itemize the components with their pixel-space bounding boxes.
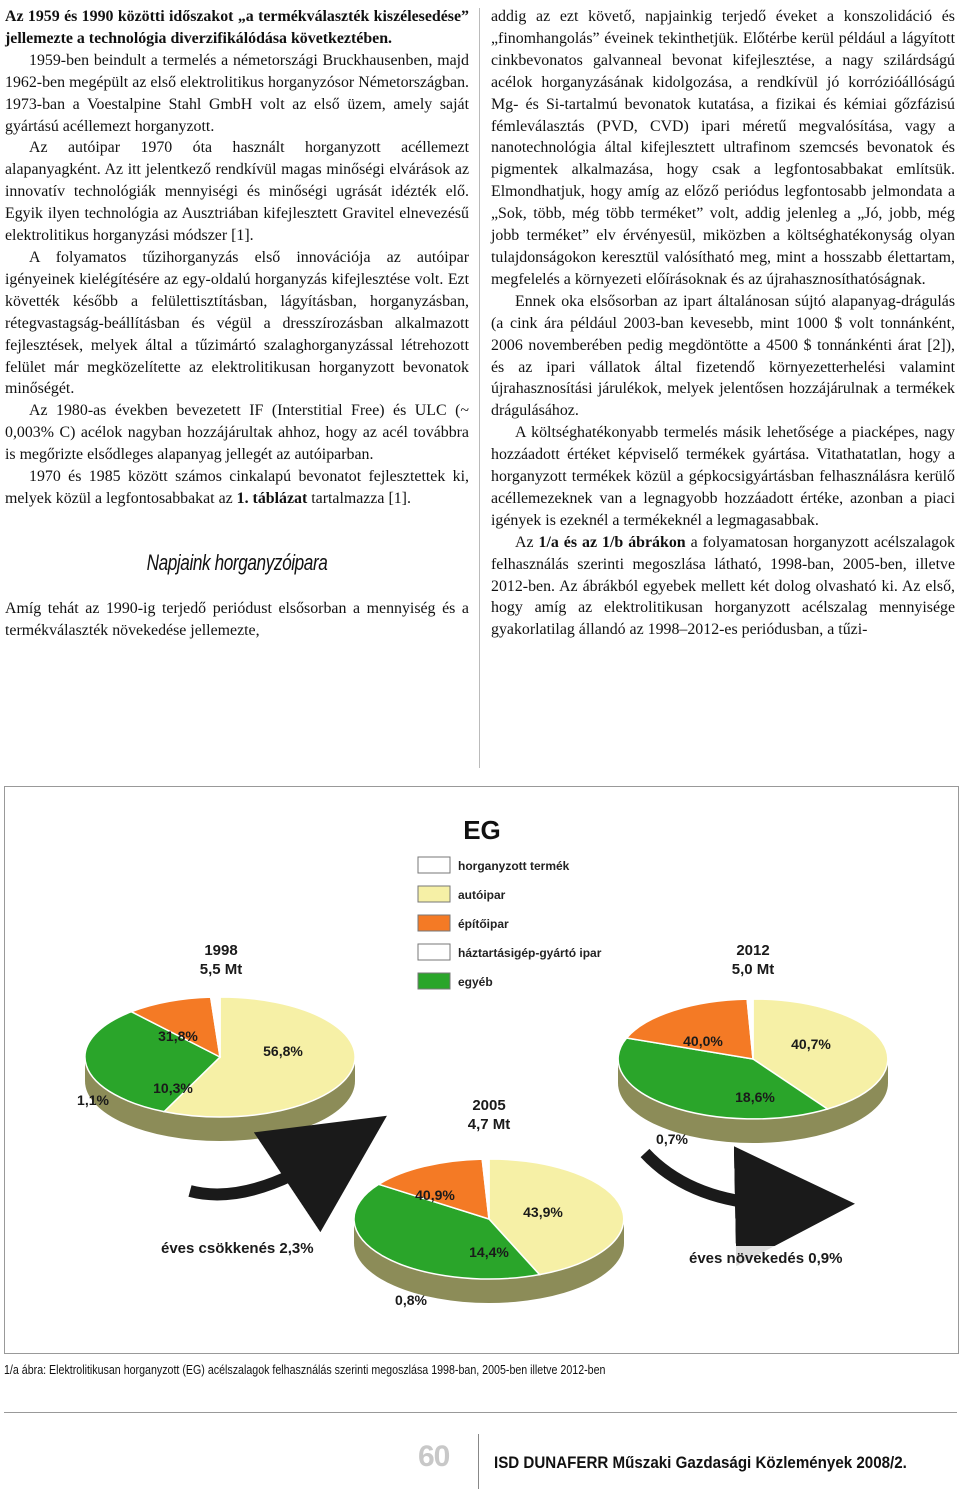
pie-2012-label-haztartasigep: 0,7% (656, 1131, 688, 1147)
paragraph: addig az ezt követő, napjainkig terjedő éveket a konszolidáció és „finomhangolás” éveinek tekinthetjük. Előtérbe kerül például a lágyított cinkbevonatos galvanneal bevonat kifejlesztése, a nagy szilárdságú acélok horganyzásának kidolgozása, a rendkívül jó korrózióállóságú Mg- és Si-tartalmú bevonatok kutatása, a fizikai és kémiai gőzfázisú fémleválasztás (PVD, CVD) ipari méretű megvalósítása, vagy a nanotechnológia által kifejlesztett ultrafinom szemcsés bevonatok és pigmentek alkalmazása, hogy csak a legfontosabbakat említsük. Elmondhatjuk, hogy amíg az előző periódus legfontosabb jelmondata a „Sok, több, még több terméket” volt, addig jelenleg a „Jó, jobb, még jobb terméket” elv érvényesül, miközben a költséghatékonyság olyan tulajdonságokon keresztül valósítható meg, mint a hosszabb élettartam, megfelelés a környezeti előírásoknak és az újrahasznosíthatóságnak. (491, 8, 955, 288)
legend-swatch (418, 915, 450, 931)
figure (4, 786, 959, 1354)
pie-2012-label-egyeb: 40,0% (683, 1033, 723, 1049)
paragraph-text: tartalmazza [1]. (307, 489, 411, 507)
pie-2005-label-autoipar: 43,9% (523, 1204, 563, 1220)
figure-caption: 1/a ábra: Elektrolitikusan horganyzott (EG) acélszalagok felhasználás szerinti megoszlása 1998-ban, 2005-ben illetve 2012-ben (4, 1362, 606, 1377)
pie-1998-label-haztartasigep: 1,1% (77, 1092, 109, 1108)
pie-1998-amount: 5,5 Mt (199, 961, 243, 978)
pie-2012-label-epitoipar: 18,6% (735, 1089, 775, 1105)
footer-rule (4, 1412, 957, 1413)
pie-2012-label-autoipar: 40,7% (791, 1036, 831, 1052)
legend-swatch (418, 944, 450, 960)
legend-label: autóipar (458, 888, 506, 902)
paragraph-text: a folyamatosan horganyzott acélszalagok felhasználás szerinti megoszlása látható, 1998-ban, 2005-ben, illetve 2012-ben. Az ábrákból egyebek mellett két dolog olvasható ki. Az első, hogy amíg az elektrolitikusan horganyzott acélszalag mennyisége gyakorlatilag állandó az 1998–2012-es periódusban, a tűzi- (491, 533, 955, 639)
pie-1998-label-epitoipar: 10,3% (153, 1080, 193, 1096)
paragraph: 1959-ben beindult a termelés a németországi Bruckhausenben, majd 1962-ben megépült az első elektrolitikus horganyzósor Németországban. 1973-ban a Voestalpine Stahl GmbH volt az első üzem, amely saját gyártású acéllemezt horganyzott. (5, 51, 469, 135)
pie-1998-year: 1998 (204, 942, 238, 959)
legend-label: építőipar (458, 917, 509, 931)
pie-2005-label-egyeb: 40,9% (415, 1187, 455, 1203)
paragraph (491, 532, 955, 642)
pie-2005-label-epitoipar: 14,4% (469, 1244, 509, 1260)
legend-swatch (418, 973, 450, 989)
footer-divider (478, 1434, 479, 1489)
increase-arrow (645, 1153, 795, 1205)
paragraph: Ennek oka elsősorban az ipart általánosan sújtó alapanyag-drágulás (a cink ára például 2003-ban kevesebb, mint 1000 $ volt tonnánként, 2006 novemberében pedig megdöntötte a 4500 $ tonnánkénti árat [2]), és az ipari vállatok által fizetendő környezetterhelési valamint újrahasznosítási járulékok, melyek jelentősen hozzájárulnak a termékek drágulásához. (491, 292, 955, 420)
journal-title: ISD DUNAFERR Műszaki Gazdasági Közlemények 2008/2. (494, 1453, 907, 1472)
decrease-arrow (190, 1149, 337, 1194)
figure-reference: 1/a és az 1/b ábrákon (538, 533, 686, 551)
paragraph: Az autóipar 1970 óta használt horganyzott acéllemezt alapanyagként. Az itt jelentkező rendkívül magas minőségi elvárások az innovatív technológiák mennyiségi és minőségi ugrását idézték elő. Egyik ilyen technológia az Ausztriában kifejlesztett Gravitel elnevezésű elektrolitikus horganyzási módszer [1]. (5, 139, 469, 245)
intro-lead-paragraph: Az 1959 és 1990 közötti időszakot „a termékválaszték kiszélesedése” jellemezte a technológia diverzifikálódása következtében. (5, 8, 469, 47)
table-reference: 1. táblázat (236, 489, 308, 507)
paragraph: A folyamatos tűzihorganyzás első innovációja az autóipar igényeinek kielégítésére az egy-oldalú horganyzás kifejlesztése volt. Ezt követték később a felülettisztításban, lágyításban, horganyzásban, rétegvastagság-beállításban és végül a dresszírozásban alkalmazott fejlesztések, melyek által a tűzimártó szalaghorganyzással létrehozott felület már megközelítette az elektrolitikusan horganyzott bevonatok minőségét. (5, 248, 469, 398)
legend (418, 857, 602, 989)
pie-1998-label-autoipar: 56,8% (263, 1043, 303, 1059)
section-heading: Napjaink horganyzóipara (146, 549, 328, 575)
paragraph: Az 1980-as években bevezetett IF (Interstitial Free) és ULC (~ 0,003% C) acélok nagyban hozzájárultak ahhoz, hogy az acél továbbra is megőrizte elsődleges alapanyag jellegét az autóiparban. (5, 402, 469, 464)
page-number: 60 (418, 1440, 450, 1473)
pie-2005-amount: 4,7 Mt (467, 1116, 511, 1133)
increase-label: éves növekedés 0,9% (689, 1250, 843, 1267)
paragraph: A költséghatékonyabb termelés másik lehetősége a piacképes, nagy hozzáadott értéket képviselő termékek gyártása. Vitathatatlan, hogy a horganyzott termékek közül a gépkocsigyártásban felhasználásra kerülő acéllemezeknek van a legnagyobb hozzáadott értéke, azonban a piaci igények is ezeknél a termékeknél a legmagasabbak. (491, 424, 955, 529)
legend-label: háztartásigép-gyártó ipar (458, 946, 602, 960)
paragraph-text: Az (515, 533, 539, 551)
pie-2005-label-haztartasigep: 0,8% (395, 1292, 427, 1308)
paragraph: Amíg tehát az 1990-ig terjedő periódust elsősorban a mennyiség és a termékválaszték növekedése jellemezte, (5, 599, 469, 639)
column-divider (479, 8, 480, 768)
legend-label: horganyzott termék (458, 859, 570, 873)
pie-2012-year: 2012 (736, 942, 770, 959)
pie-2005-year: 2005 (472, 1097, 506, 1114)
pie-1998-label-egyeb: 31,8% (158, 1028, 198, 1044)
pie-charts-figure (5, 787, 958, 1353)
left-column (5, 6, 469, 642)
right-column (491, 6, 955, 641)
figure-title: EG (463, 815, 501, 845)
legend-swatch (418, 886, 450, 902)
paragraph (5, 466, 469, 510)
legend-swatch (418, 857, 450, 873)
paragraph-text: 1970 és 1985 között számos cinkalapú bevonatot fejlesztettek ki, melyek közül a legfontosabbakat az (5, 468, 469, 507)
legend-label: egyéb (458, 975, 493, 989)
decrease-label: éves csökkenés 2,3% (161, 1240, 314, 1257)
pie-2012-amount: 5,0 Mt (731, 961, 775, 978)
